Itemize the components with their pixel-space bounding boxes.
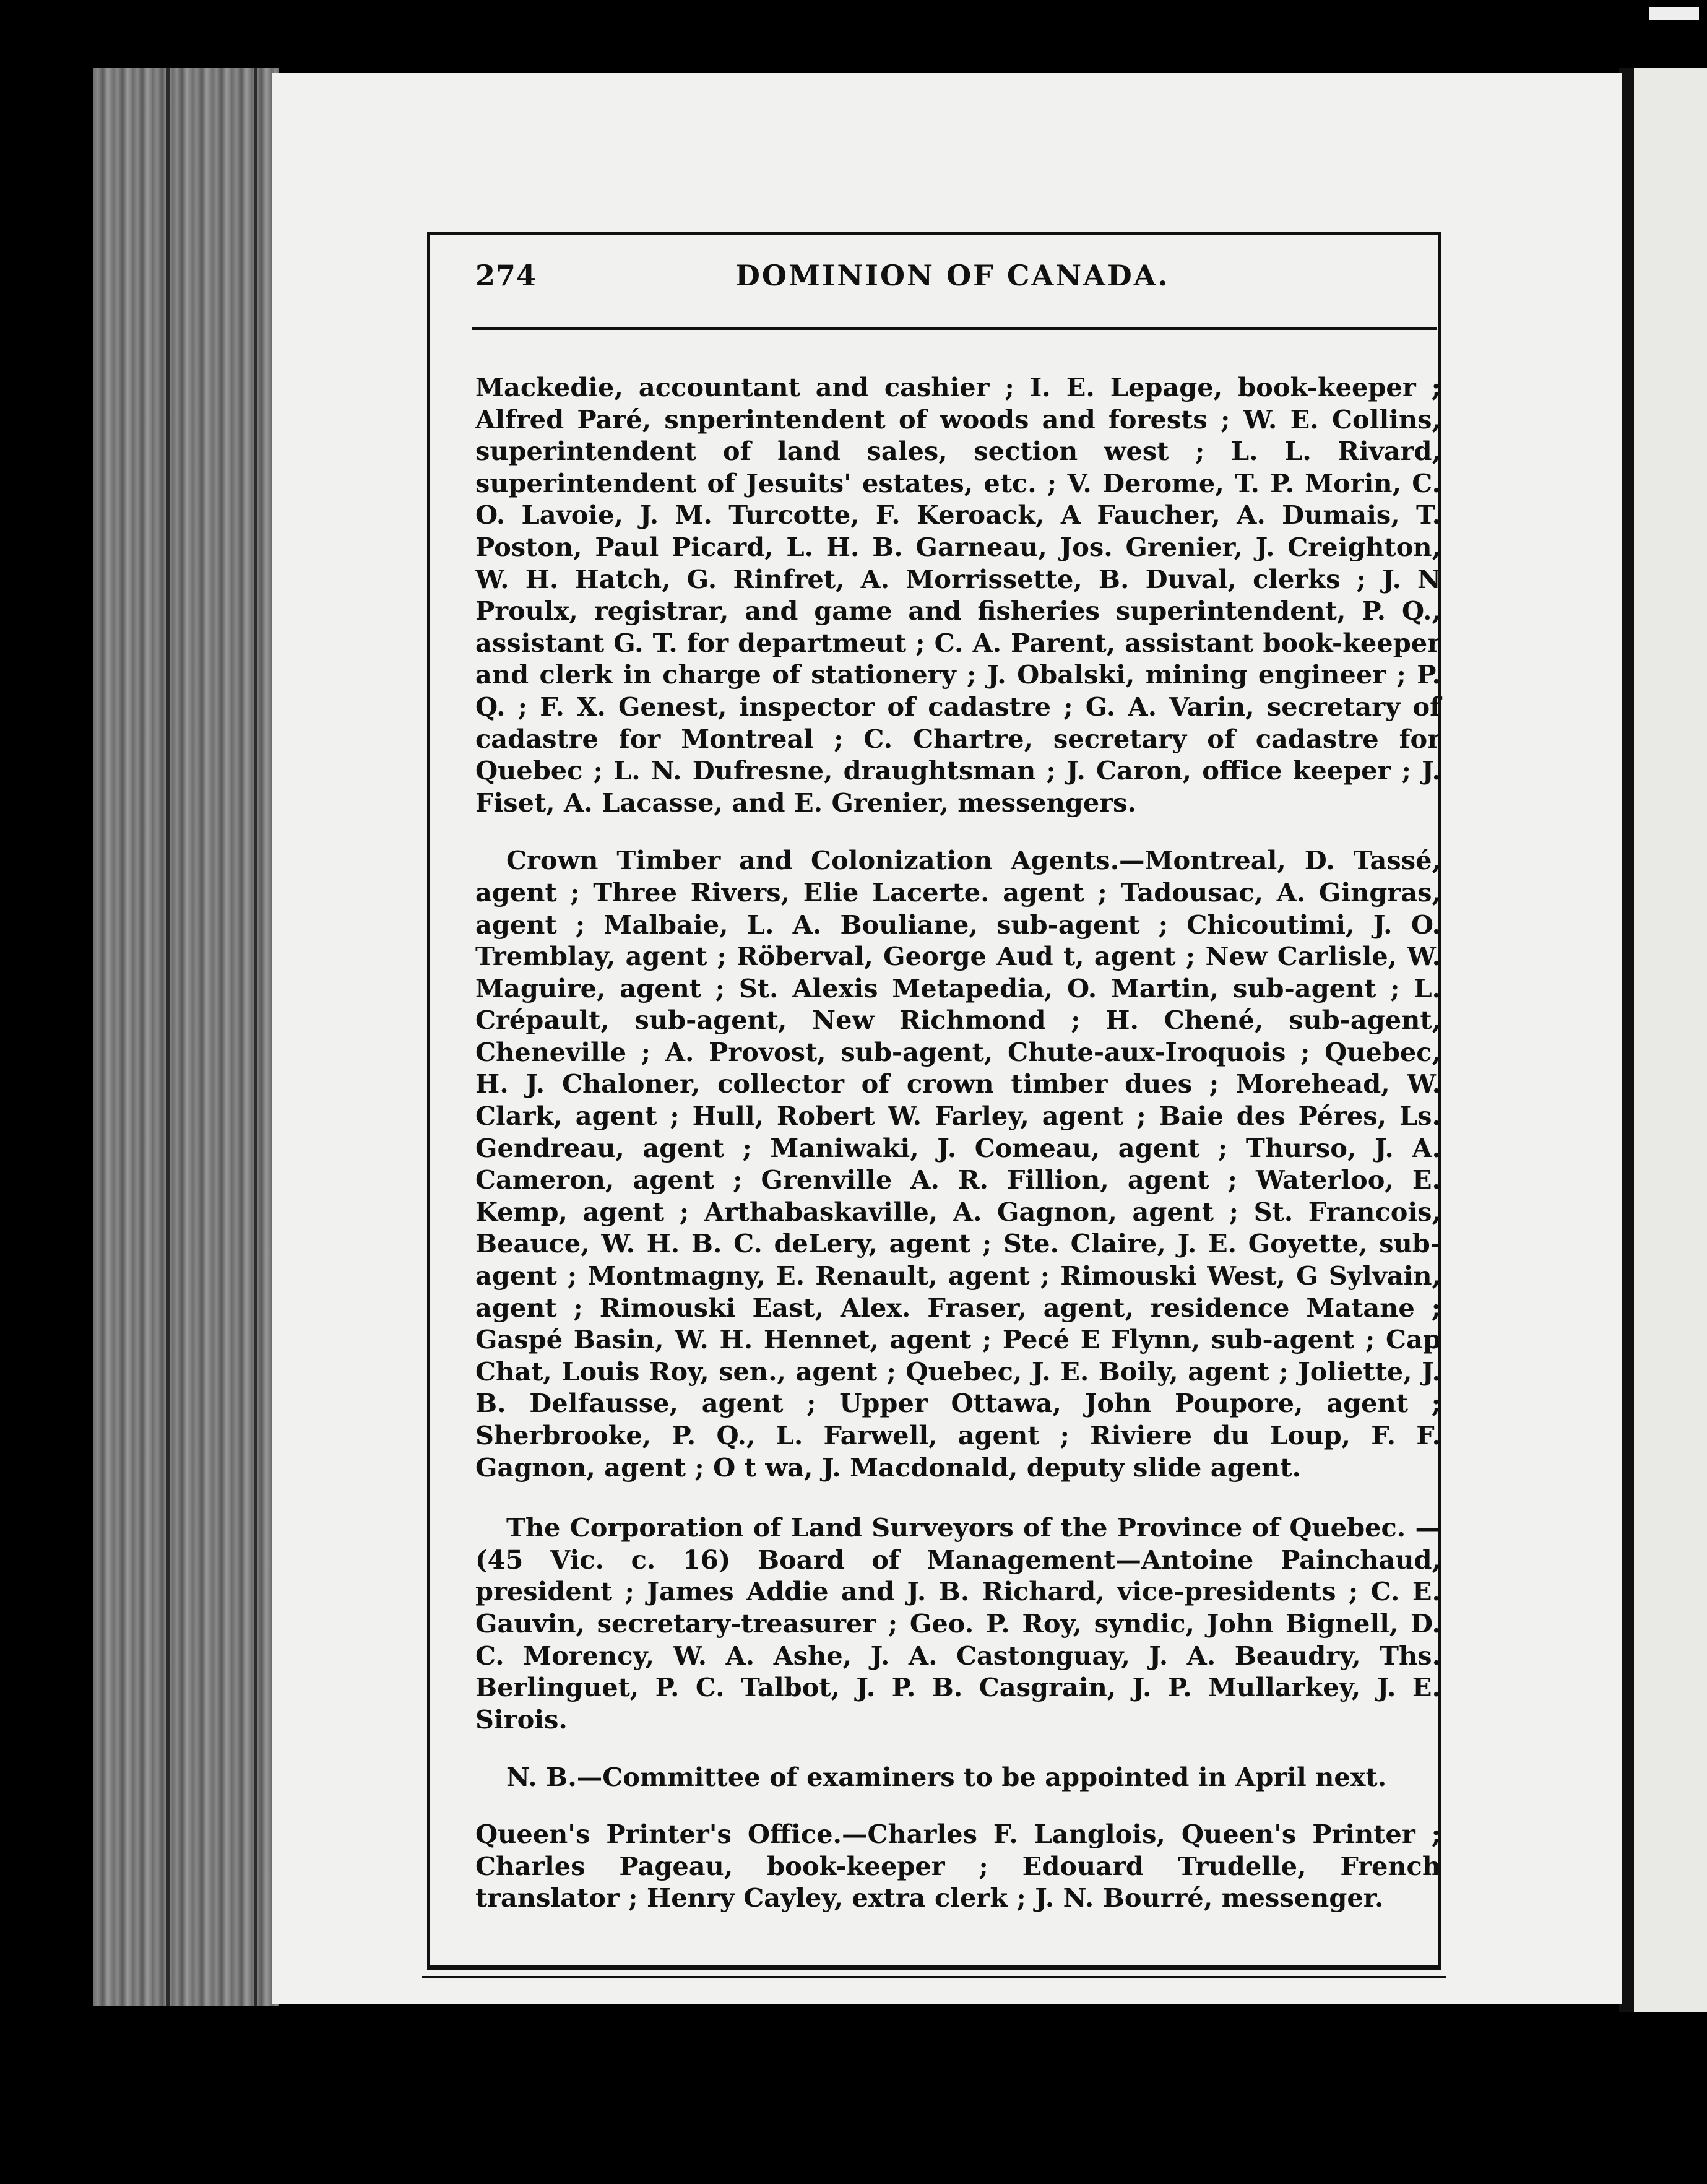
frame-bottom-rule [422, 1976, 1446, 1978]
page-edge-line [254, 68, 257, 2006]
next-page-edge [1634, 68, 1707, 2012]
paragraph-queens-printer: Queen's Printer's Office.—Charles F. Langlois, Queen's Printer ; Charles Pageau, book-keeper ; Edouard Trudelle, French translator ; Henry Cayley, extra clerk ; J. N. Bourré, messenger. [475, 1818, 1441, 1913]
page-edge-line [166, 68, 170, 2006]
header-rule [472, 327, 1437, 330]
paragraph-nota-bene: N. B.—Committee of examiners to be appointed in April next. [506, 1762, 1387, 1793]
book-page-edges [93, 68, 279, 2006]
running-title: DOMINION OF CANADA. [735, 259, 1170, 292]
page-body [475, 371, 1441, 1914]
paragraph-department-staff: Mackedie, accountant and cashier ; I. E. Lepage, book-keeper ; Alfred Paré, snperintendent of woods and forests ; W. E. Collins, superintendent of land sales, section west ; L. L. Rivard, superintendent of Jesuits' estates, etc. ; V. Derome, T. P. Morin, C. O. Lavoie, J. M. Turcotte, F. Keroack, A Faucher, A. Dumais, T. Poston, Paul Picard, L. H. B. Garneau, Jos. Grenier, J. Creighton, W. H. Hatch, G. Rinfret, A. Morrissette, B. Duval, clerks ; J. N Proulx, registrar, and game and fisheries superintendent, P. Q., assistant G. T. for departmeut ; C. A. Parent, assistant book-keeper and clerk in charge of stationery ; J. Obalski, mining engineer ; P. Q. ; F. X. Genest, inspector of cadastre ; G. A. Varin, secretary of cadastre for Montreal ; C. Chartre, secretary of cadastre for Quebec ; L. N. Dufresne, draughtsman ; J. Caron, office keeper ; J. Fiset, A. Lacasse, and E. Grenier, messengers. [475, 372, 1441, 818]
paragraph-crown-timber-agents: Crown Timber and Colonization Agents.—Montreal, D. Tassé, agent ; Three Rivers, Elie Lacerte. agent ; Tadousac, A. Gingras, agent ; Malbaie, L. A. Bouliane, sub-agent ; Chicoutimi, J. O. Tremblay, agent ; Röberval, George Aud t, agent ; New Carlisle, W. Maguire, agent ; St. Alexis Metapedia, O. Martin, sub-agent ; L. Crépault, sub-agent, New Richmond ; H. Chené, sub-agent, Cheneville ; A. Provost, sub-agent, Chute-aux-Iroquois ; Quebec, H. J. Chaloner, collector of crown timber dues ; Morehead, W. Clark, agent ; Hull, Robert W. Farley, agent ; Baie des Péres, Ls. Gendreau, agent ; Maniwaki, J. Comeau, agent ; Thurso, J. A. Cameron, agent ; Grenville A. R. Fillion, agent ; Waterloo, E. Kemp, agent ; Arthabaskaville, A. Gagnon, agent ; St. Francois, Beauce, W. H. B. C. deLery, agent ; Ste. Claire, J. E. Goyette, sub-agent ; Montmagny, E. Renault, agent ; Rimouski West, G Sylvain, agent ; Rimouski East, Alex. Fraser, agent, residence Matane ; Gaspé Basin, W. H. Hennet, agent ; Pecé E Flynn, sub-agent ; Cap Chat, Louis Roy, sen., agent ; Quebec, J. E. Boily, agent ; Joliette, J. B. Delfausse, agent ; Upper Ottawa, John Poupore, agent ; Sherbrooke, P. Q., L. Farwell, agent ; Riviere du Loup, F. F. Gagnon, agent ; O t wa, J. Macdonald, deputy slide agent. [475, 845, 1441, 1483]
page-header [475, 259, 1441, 302]
page-number: 274 [475, 259, 537, 292]
corner-mark [1649, 7, 1699, 20]
paragraph-land-surveyors: The Corporation of Land Surveyors of the Province of Quebec. —(45 Vic. c. 16) Board of Management—Antoine Painchaud, president ; James Addie and J. B. Richard, vice-presidents ; C. E. Gauvin, secretary-treasurer ; Geo. P. Roy, syndic, John Bignell, D. C. Morency, W. A. Ashe, J. A. Castonguay, J. A. Beaudry, Ths. Berlinguet, P. C. Talbot, J. P. B. Casgrain, J. P. Mullarkey, J. E. Sirois. [475, 1512, 1441, 1735]
